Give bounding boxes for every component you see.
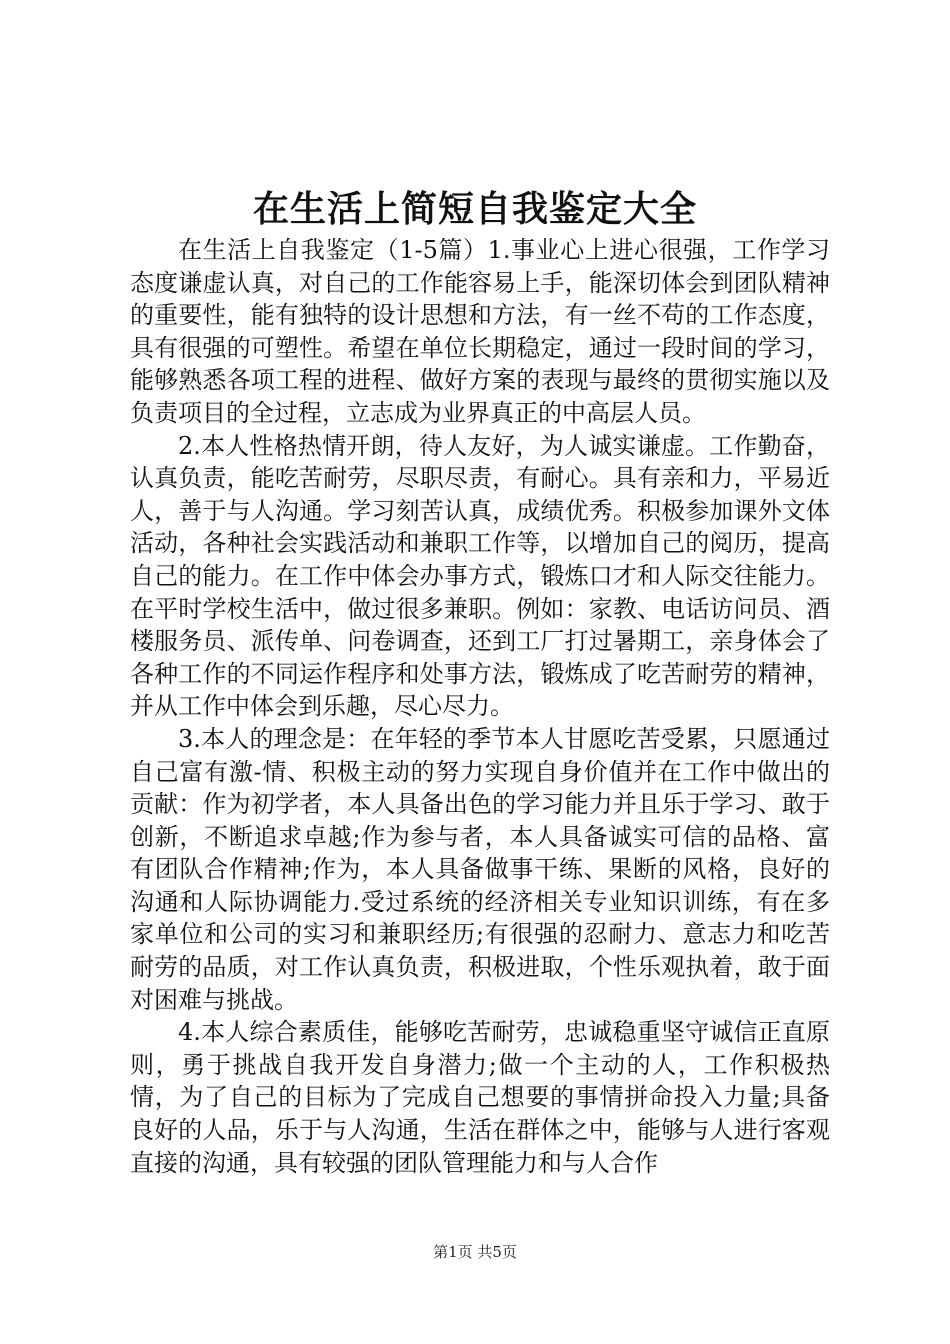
document-title: 在生活上简短自我鉴定大全 [252,188,697,230]
paragraph-3: 3.本人的理念是：在年轻的季节本人甘愿吃苦受累，只愿通过自己富有激-情、积极主动的努力实现自身价值并在工作中做出的贡献：作为初学者，本人具备出色的学习能力并且乐于学习、敢于创新，不断追求卓越;作为参与者，本人具备诚实可信的品格、富有团队合作精神;作为，本人具备做事干练、果断的风格，良好的沟通和人际协调能力.受过系统的经济相关专业知识训练，有在多家单位和公司的实习和兼职经历;有很强的忍耐力、意志力和吃苦耐劳的品质，对工作认真负责，积极进取，个性乐观执着，敢于面对困难与挑战。 [130,724,830,1014]
paragraph-4: 4.本人综合素质佳，能够吃苦耐劳，忠诚稳重坚守诚信正直原则，勇于挑战自我开发自身潜力;做一个主动的人，工作积极热情，为了自己的目标为了完成自己想要的事情拼命投入力量;具备良好的人品，乐于与人沟通，生活在群体之中，能够与人进行客观直接的沟通，具有较强的团队管理能力和与人合作 [130,1018,830,1177]
paragraph-1: 在生活上自我鉴定（1-5篇）1.事业心上进心很强，工作学习态度谦虚认真，对自己的工作能容易上手，能深切体会到团队精神的重要性，能有独特的设计思想和方法，有一丝不苟的工作态度，具有很强的可塑性。希望在单位长期稳定，通过一段时间的学习，能够熟悉各项工程的进程、做好方案的表现与最终的贯彻实施以及负责项目的全过程，立志成为业界真正的中高层人员。 [130,236,830,427]
paragraph-2: 2.本人性格热情开朗，待人友好，为人诚实谦虚。工作勤奋，认真负责，能吃苦耐劳，尽职尽责，有耐心。具有亲和力，平易近人，善于与人沟通。学习刻苦认真，成绩优秀。积极参加课外文体活动，各种社会实践活动和兼职工作等，以增加自己的阅历，提高自己的能力。在工作中体会办事方式，锻炼口才和人际交往能力。在平时学校生活中，做过很多兼职。例如：家教、电话访问员、酒楼服务员、派传单、问卷调查，还到工厂打过暑期工，亲身体会了各种工作的不同运作程序和处事方法，锻炼成了吃苦耐劳的精神，并从工作中体会到乐趣，尽心尽力。 [130,431,830,721]
document-body [130,234,830,1179]
page-number-footer: 第1页 共5页 [433,1243,517,1261]
